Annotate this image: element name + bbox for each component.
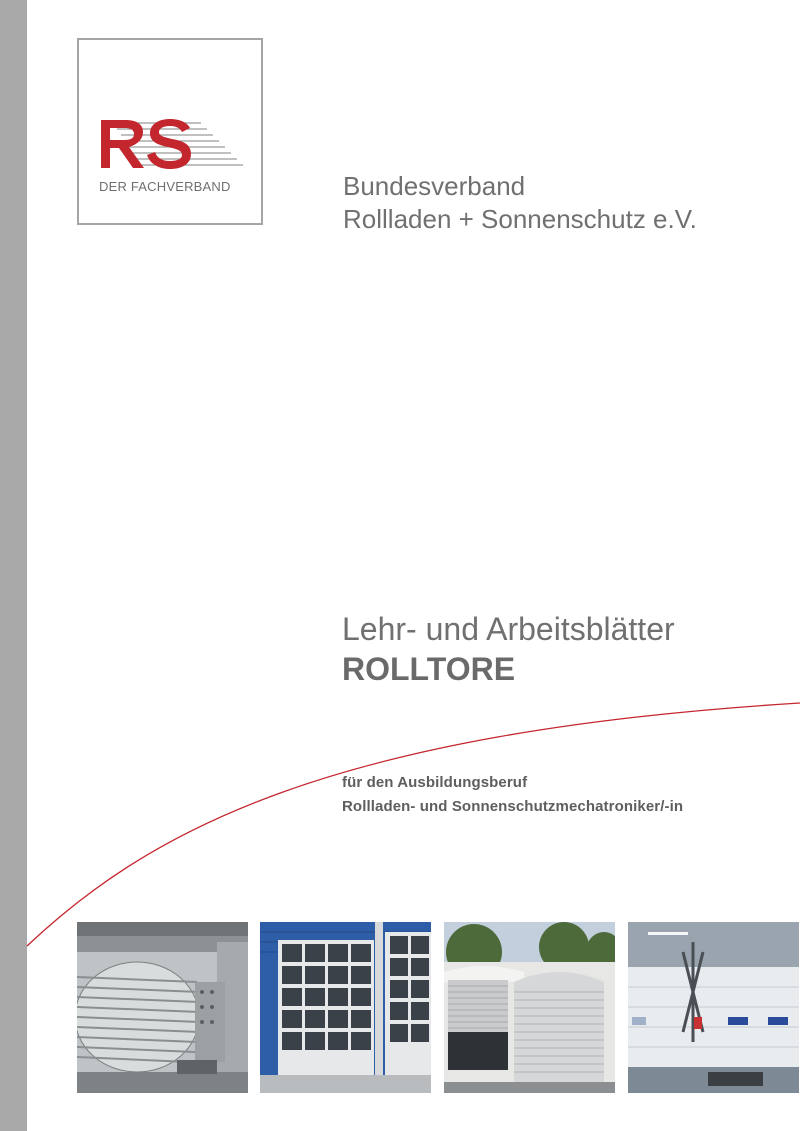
photo-garage-doors xyxy=(444,922,615,1093)
organization-line-2: Rollladen + Sonnenschutz e.V. xyxy=(343,204,697,234)
photo-glazed-door xyxy=(260,922,431,1093)
photo-industrial-hall xyxy=(628,922,799,1093)
document-subject: ROLLTORE xyxy=(342,651,516,687)
training-profession xyxy=(342,771,683,819)
training-line-2: Rollladen- und Sonnenschutzmechatroniker/-in xyxy=(342,798,684,815)
document-title: Lehr- und Arbeitsblätter xyxy=(342,611,675,647)
photo-roller-drum xyxy=(77,922,248,1093)
logo-caption: DER FACHVERBAND xyxy=(99,179,231,194)
organization-line-1: Bundesverband xyxy=(343,171,526,201)
training-line-1: für den Ausbildungsberuf xyxy=(342,774,528,791)
